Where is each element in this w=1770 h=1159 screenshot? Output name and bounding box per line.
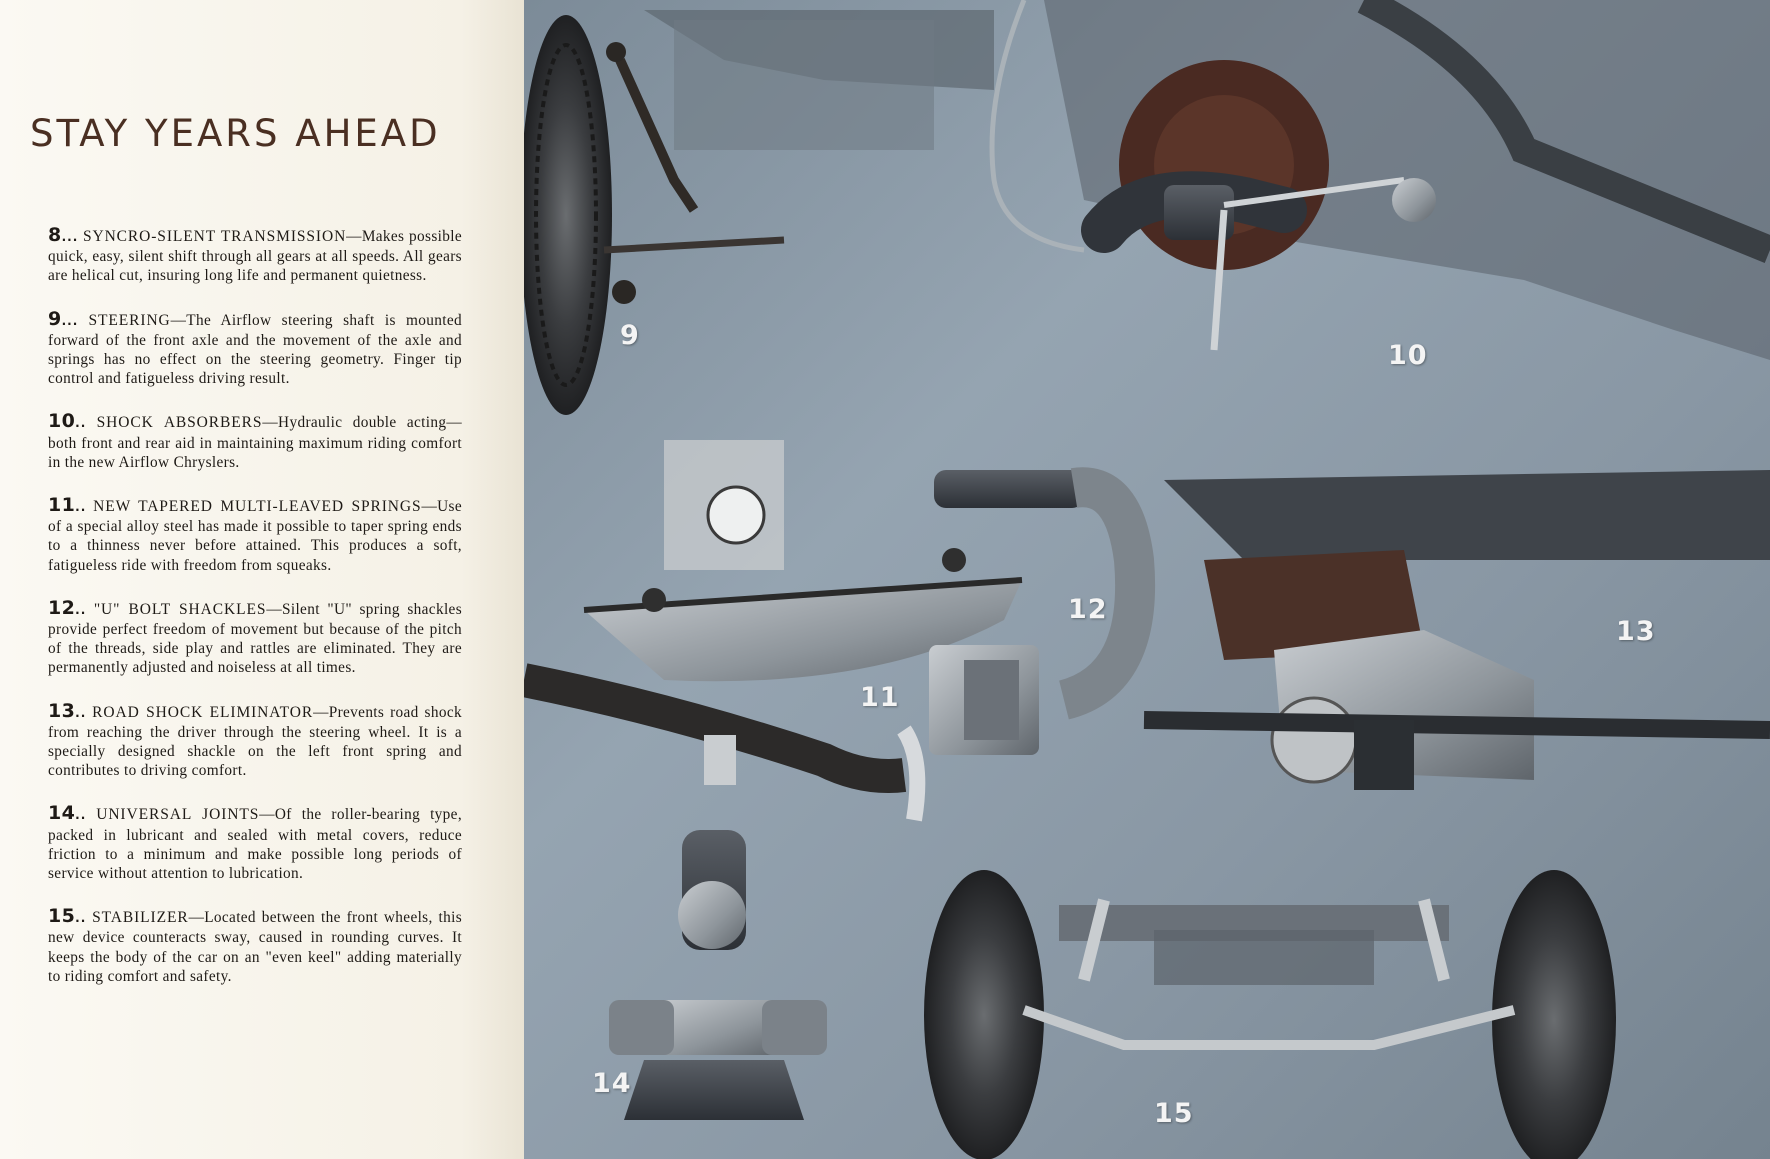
- shock-absorber-illustration: [992, 0, 1770, 360]
- universal-joint-illustration: [609, 830, 827, 1120]
- callout-15: 15: [1154, 1098, 1194, 1129]
- callout-9: 9: [620, 320, 640, 351]
- feature-entry: 8... SYNCRO-SILENT TRANSMISSION—Makes possible quick, easy, silent shift through all gears at all speeds. All gears are helical cut, insuring long life and permanent quietness.: [48, 224, 462, 285]
- chassis-illustration: [524, 0, 1770, 1159]
- feature-entry: 13.. ROAD SHOCK ELIMINATOR—Prevents road shock from reaching the driver through the steering wheel. It is a specially designed shackle on the left front spring and contributes to driving comfort.: [48, 699, 462, 780]
- road-shock-eliminator-illustration: [1144, 470, 1770, 790]
- callout-11: 11: [860, 682, 900, 713]
- feature-entry: 9... STEERING—The Airflow steering shaft is mounted forward of the front axle and the movement of the axle and springs has no effect on the steering geometry. Finger tip control and fatigueless driving result.: [48, 307, 462, 388]
- feature-list: [48, 226, 462, 1010]
- headline: STAY YEARS AHEAD: [30, 112, 441, 155]
- feature-entry: 15.. STABILIZER—Located between the front wheels, this new device counteracts sway, caused in rounding curves. It keeps the body of the car on an "even keel" adding materially to riding comfort and safety.: [48, 905, 462, 985]
- illustration-page: [524, 0, 1770, 1159]
- callout-13: 13: [1616, 616, 1656, 647]
- stabilizer-illustration: [924, 870, 1616, 1159]
- feature-entry: 12.. "U" BOLT SHACKLES—Silent "U" spring shackles provide perfect freedom of movement but because of the pitch of the threads, side play and rattles are eliminated. They are permanently adjusted and noiseless at all times.: [48, 596, 462, 677]
- feature-entry: 11.. NEW TAPERED MULTI-LEAVED SPRINGS—Use of a special alloy steel has made it possible to taper spring ends to a thinness never before attained. This produces a soft, fatigueless ride with freedom from squeaks.: [48, 494, 462, 574]
- callout-12: 12: [1068, 594, 1108, 625]
- feature-entry: 10.. SHOCK ABSORBERS—Hydraulic double acting—both front and rear aid in maintaining maximum riding comfort in the new Airflow Chryslers.: [48, 410, 462, 471]
- callout-10: 10: [1388, 340, 1428, 371]
- callout-14: 14: [592, 1068, 632, 1099]
- feature-entry: 14.. UNIVERSAL JOINTS—Of the roller-bearing type, packed in lubricant and sealed with metal covers, reduce friction to a minimum and make possible long periods of service without attention to lubrication.: [48, 802, 462, 883]
- text-page: [0, 0, 524, 1159]
- steering-illustration: [524, 10, 994, 415]
